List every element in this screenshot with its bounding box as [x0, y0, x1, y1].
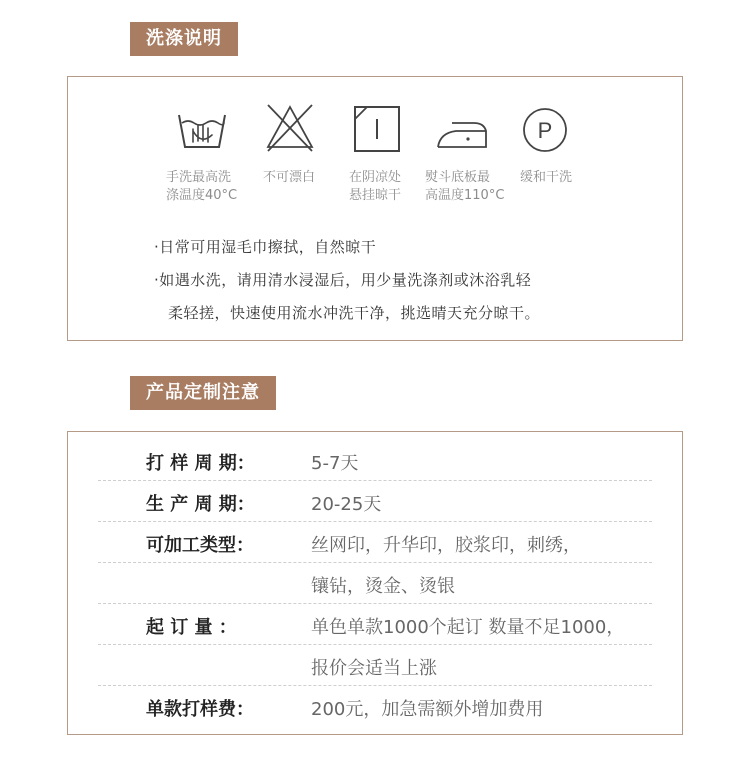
row-label: 起 订 量 ：	[146, 617, 237, 638]
table-row	[98, 563, 652, 603]
section-title-customization	[130, 376, 276, 410]
row-label: 打 样 周 期：	[146, 453, 255, 474]
washing-instructions-panel	[67, 76, 683, 341]
care-line-3: 柔轻搓，快速使用流水冲洗干净，挑选晴天充分晾干。	[168, 304, 541, 322]
table-row	[98, 481, 652, 521]
section-title-customization-text: 产品定制注意	[146, 382, 260, 403]
table-row	[98, 604, 652, 644]
iron-icon	[434, 117, 490, 151]
hand-wash-icon	[176, 109, 228, 151]
row-value: 镶钻，烫金、烫银	[311, 576, 455, 597]
care-line-1: ·日常可用湿毛巾擦拭，自然晾干	[154, 238, 377, 256]
dry-clean-p-icon	[522, 107, 568, 153]
table-row	[98, 686, 652, 726]
row-value: 200元，加急需额外增加费用	[311, 699, 544, 720]
hand-wash-label: 手洗最高洗 涤温度40°C	[166, 170, 238, 203]
row-value: 20-25天	[311, 494, 382, 515]
customization-notes-panel	[67, 431, 683, 735]
row-value: 报价会适当上涨	[311, 658, 437, 679]
table-row	[98, 645, 652, 685]
hang-dry-shade-icon	[353, 105, 401, 153]
row-value: 丝网印，升华印，胶浆印，刺绣，	[311, 535, 581, 556]
row-label: 生 产 周 期：	[146, 494, 255, 515]
iron-label: 熨斗底板最 高温度110°C	[425, 170, 505, 203]
row-label: 可加工类型：	[146, 535, 254, 556]
row-label: 单款打样费：	[146, 699, 254, 720]
table-row	[98, 522, 652, 562]
no-bleach-icon	[264, 103, 316, 153]
row-value: 5-7天	[311, 453, 359, 474]
dry-clean-label: 缓和干洗	[520, 170, 573, 185]
row-value: 单色单款1000个起订 数量不足1000，	[311, 617, 625, 638]
section-title-washing	[130, 22, 238, 56]
dry-clean-letter: P	[537, 118, 553, 143]
table-row	[98, 440, 652, 480]
section-title-washing-text: 洗涤说明	[146, 28, 222, 49]
hang-dry-shade-label: 在阴凉处 悬挂晾干	[349, 170, 402, 203]
no-bleach-label: 不可漂白	[263, 170, 316, 185]
care-line-2: ·如遇水洗，请用清水浸湿后，用少量洗涤剂或沐浴乳轻	[154, 271, 532, 289]
